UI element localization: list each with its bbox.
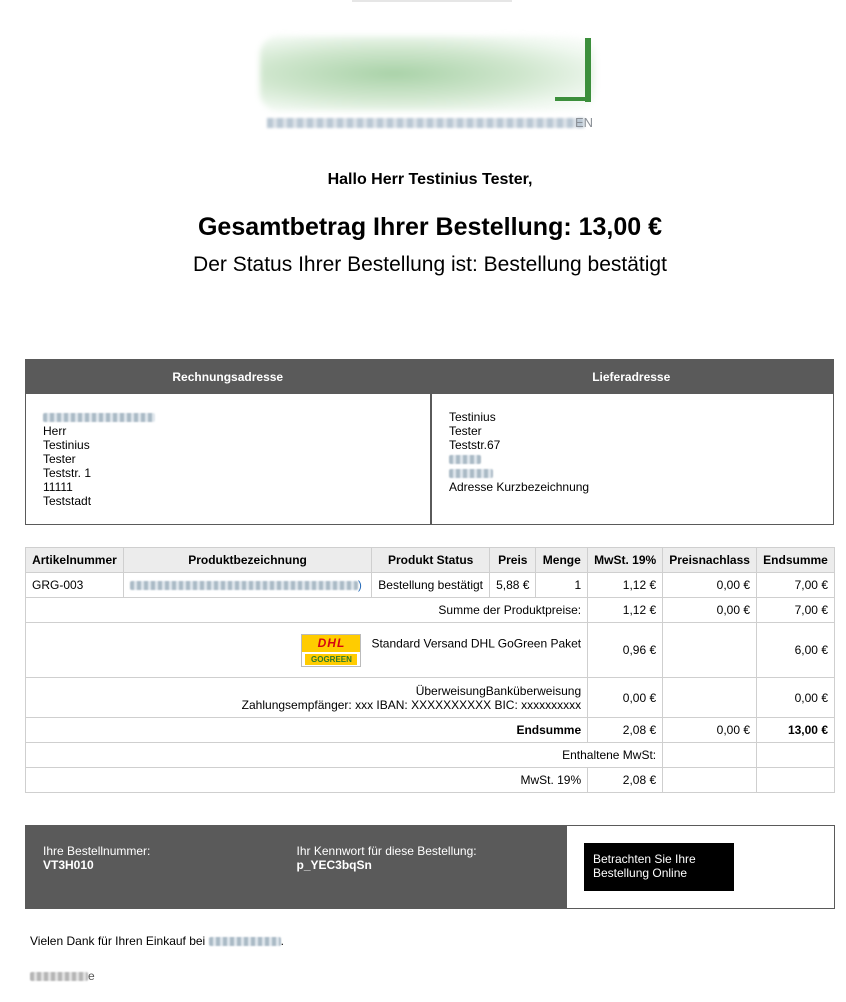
order-info-box xyxy=(25,825,835,909)
subtotal-row xyxy=(26,598,835,623)
shipping-method-label: Standard Versand DHL GoGreen Paket xyxy=(371,636,582,651)
vat-rate-value: 2,08 € xyxy=(588,768,663,793)
column-header: Produktbezeichnung xyxy=(123,548,371,573)
grand-total-vat: 2,08 € xyxy=(588,718,663,743)
vat-rate-empty xyxy=(663,768,757,793)
order-number: VT3H010 xyxy=(43,858,94,872)
vat-rate-empty xyxy=(757,768,835,793)
billing-line: Testinius xyxy=(43,438,90,452)
item-discount: 0,00 € xyxy=(663,573,757,598)
logo-green-underline xyxy=(555,97,591,101)
dhl-logo-top: DHL xyxy=(302,635,360,652)
address-section xyxy=(25,359,834,525)
item-price: 5,88 € xyxy=(490,573,536,598)
grand-total-label: Endsumme xyxy=(26,718,588,743)
payment-discount-empty xyxy=(663,678,757,718)
column-header: Artikelnummer xyxy=(26,548,124,573)
payment-vat: 0,00 € xyxy=(588,678,663,718)
shipping-row xyxy=(26,623,835,678)
shipping-method xyxy=(26,623,588,678)
order-number-label: Ihre Bestellnummer: xyxy=(43,844,151,858)
billing-line: Tester xyxy=(43,452,76,466)
view-order-online-button[interactable]: Betrachten Sie Ihre Bestellung Online xyxy=(584,843,734,891)
payment-total: 0,00 € xyxy=(757,678,835,718)
table-row xyxy=(26,573,835,598)
column-header: Produkt Status xyxy=(372,548,490,573)
order-link-area xyxy=(567,826,834,908)
column-header: Endsumme xyxy=(757,548,835,573)
dhl-gogreen-logo xyxy=(301,634,361,667)
shipping-address xyxy=(430,394,833,524)
shipping-discount-empty xyxy=(663,623,757,678)
vat-included-empty xyxy=(757,743,835,768)
top-divider xyxy=(352,0,512,2)
billing-line: Teststr. 1 xyxy=(43,466,92,480)
item-qty: 1 xyxy=(536,573,588,598)
shop-name-link-redacted[interactable] xyxy=(209,937,281,946)
shipping-line: Adresse Kurzbezeichnung xyxy=(449,480,590,494)
billing-address-heading: Rechnungsadresse xyxy=(172,370,284,384)
order-password: p_YEC3bqSn xyxy=(296,858,372,872)
shipping-line: Teststr.67 xyxy=(449,438,501,452)
greeting: Hallo Herr Testinius Tester, xyxy=(327,171,533,188)
order-password-block xyxy=(297,844,551,890)
address-header-row xyxy=(26,360,833,394)
logo-blurred-mark xyxy=(260,36,595,111)
order-status-line: Der Status Ihrer Bestellung ist: Bestellung bestätigt xyxy=(193,253,667,276)
logo-green-stroke xyxy=(585,38,591,102)
order-number-block xyxy=(43,844,297,890)
billing-company-redacted xyxy=(43,410,413,424)
shipping-address-heading: Lieferadresse xyxy=(592,370,671,384)
signoff-name-redacted xyxy=(30,972,88,981)
thank-you-line xyxy=(30,934,284,948)
address-body-row xyxy=(26,394,833,524)
signoff-line xyxy=(30,969,95,983)
item-total: 7,00 € xyxy=(757,573,835,598)
subtotal-label: Summe der Produktpreise: xyxy=(26,598,588,623)
column-header: Preis xyxy=(490,548,536,573)
vat-included-row xyxy=(26,743,835,768)
payment-method-label: ÜberweisungBanküberweisung xyxy=(415,683,582,698)
item-name-tail: ) xyxy=(357,578,362,592)
logo-tagline-end: EN xyxy=(575,115,594,130)
billing-line: Teststadt xyxy=(43,494,92,508)
grand-total-row xyxy=(26,718,835,743)
shipping-total: 6,00 € xyxy=(757,623,835,678)
shipping-city-redacted xyxy=(449,466,816,480)
column-header: MwSt. 19% xyxy=(588,548,663,573)
order-password-label: Ihr Kennwort für diese Bestellung: xyxy=(296,844,477,858)
subtotal-vat: 1,12 € xyxy=(588,598,663,623)
shop-logo xyxy=(255,30,595,132)
vat-included-empty xyxy=(663,743,757,768)
billing-line: 11111 xyxy=(43,480,73,494)
column-header: Preisnachlass xyxy=(663,548,757,573)
item-status: Bestellung bestätigt xyxy=(372,573,490,598)
grand-total-amount: 13,00 € xyxy=(757,718,835,743)
order-total-heading: Gesamtbetrag Ihrer Bestellung: 13,00 € xyxy=(197,213,663,241)
table-header-row xyxy=(26,548,835,573)
payment-recipient-details: Zahlungsempfänger: xxx IBAN: XXXXXXXXXX BIC: xxxxxxxxxx xyxy=(241,697,582,712)
vat-included-label: Enthaltene MwSt: xyxy=(26,743,663,768)
signoff-tail: e xyxy=(88,969,95,983)
subtotal-total: 7,00 € xyxy=(757,598,835,623)
vat-rate-label: MwSt. 19% xyxy=(26,768,588,793)
order-items-table xyxy=(25,547,835,793)
vat-rate-row xyxy=(26,768,835,793)
shipping-zip-redacted xyxy=(449,452,816,466)
item-vat: 1,12 € xyxy=(588,573,663,598)
thanks-prefix: Vielen Dank für Ihren Einkauf bei xyxy=(30,934,209,948)
order-credentials xyxy=(26,826,567,908)
column-header: Menge xyxy=(536,548,588,573)
shipping-line: Testinius xyxy=(449,410,496,424)
billing-line: Herr xyxy=(43,424,67,438)
shipping-line: Tester xyxy=(449,424,482,438)
subtotal-discount: 0,00 € xyxy=(663,598,757,623)
payment-method xyxy=(26,678,588,718)
thanks-suffix: . xyxy=(280,934,284,948)
item-sku: GRG-003 xyxy=(26,573,124,598)
payment-row xyxy=(26,678,835,718)
logo-tagline-blurred xyxy=(267,118,585,128)
item-name xyxy=(123,573,371,598)
billing-address xyxy=(26,394,430,524)
shipping-vat: 0,96 € xyxy=(588,623,663,678)
dhl-logo-bottom: GOGREEN xyxy=(305,654,357,665)
grand-total-discount: 0,00 € xyxy=(663,718,757,743)
